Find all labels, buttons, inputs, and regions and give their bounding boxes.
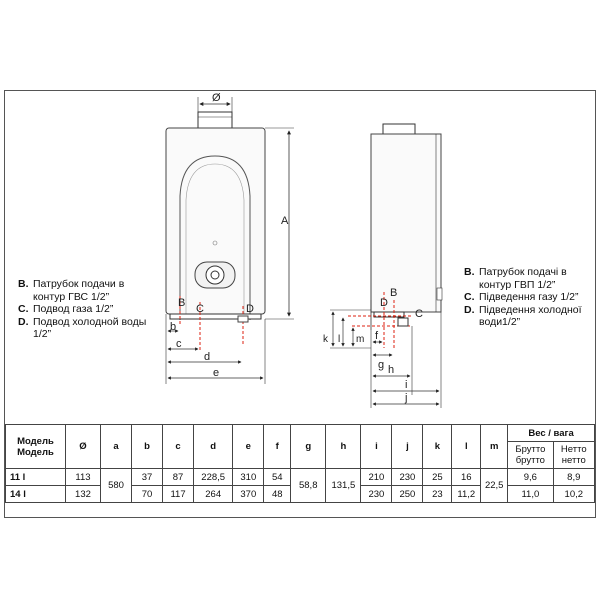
label-h: h (388, 364, 395, 376)
label-front-C: C (196, 303, 204, 315)
col-header: f (264, 425, 291, 469)
col-header: j (392, 425, 423, 469)
label-b: b (170, 321, 177, 333)
legend-left (18, 278, 156, 341)
label-side-C: C (415, 308, 423, 320)
legend-left-item: B. Патрубок подачи в контур ГВС 1/2” (18, 278, 125, 303)
col-header: a (101, 425, 132, 469)
col-header: h (326, 425, 361, 469)
label-d: d (204, 351, 211, 363)
legend-right (464, 266, 589, 329)
col-header: c (163, 425, 194, 469)
dimensions-table (5, 424, 595, 503)
col-header: l (452, 425, 481, 469)
col-header: e (233, 425, 264, 469)
label-front-D: D (246, 303, 254, 315)
label-i: i (405, 379, 408, 391)
gross-header: Брутто брутто (508, 442, 553, 469)
table-row: 11 l 113 580 37 87 228,5 310 54 58,8 131,5 210 230 25 16 22,5 9,6 8,9 (6, 469, 595, 486)
legend-right-item: D. Підведення холодної води1/2” (464, 303, 582, 328)
side-view (330, 124, 442, 408)
col-header: m (481, 425, 508, 469)
label-side-D: D (380, 297, 388, 309)
label-f: f (375, 330, 379, 342)
col-header: i (361, 425, 392, 469)
label-diameter: Ø (212, 92, 221, 104)
legend-left-item: C. Подвод газа 1/2” (18, 303, 114, 315)
label-k: k (323, 334, 328, 345)
net-header: Нетто нетто (553, 442, 594, 469)
weight-header: Вес / вага (508, 425, 595, 442)
col-header: b (132, 425, 163, 469)
label-side-B: B (390, 287, 398, 299)
label-l: l (338, 334, 341, 345)
label-e: e (213, 367, 220, 379)
label-c: c (176, 338, 182, 350)
table-row: 14 l 132 70 117 264 370 48 230 250 23 11,2 11,0 10,2 (6, 486, 595, 503)
col-header: d (194, 425, 233, 469)
label-j: j (405, 392, 408, 404)
label-m: m (356, 334, 365, 345)
label-A: A (281, 215, 289, 227)
col-header: g (291, 425, 326, 469)
label-front-B: B (178, 297, 186, 309)
model-header: Модель Модель (6, 425, 66, 469)
col-header: Ø (65, 425, 100, 469)
legend-right-item: C. Підведення газу 1/2” (464, 291, 579, 303)
col-header: k (423, 425, 452, 469)
front-view (166, 97, 294, 384)
table-header-row (6, 425, 595, 442)
label-g: g (378, 359, 385, 371)
legend-left-item: D. Подвод холодной воды 1/2” (18, 315, 147, 340)
legend-right-item: B. Патрубок подачі в контур ГВП 1/2” (464, 266, 567, 291)
